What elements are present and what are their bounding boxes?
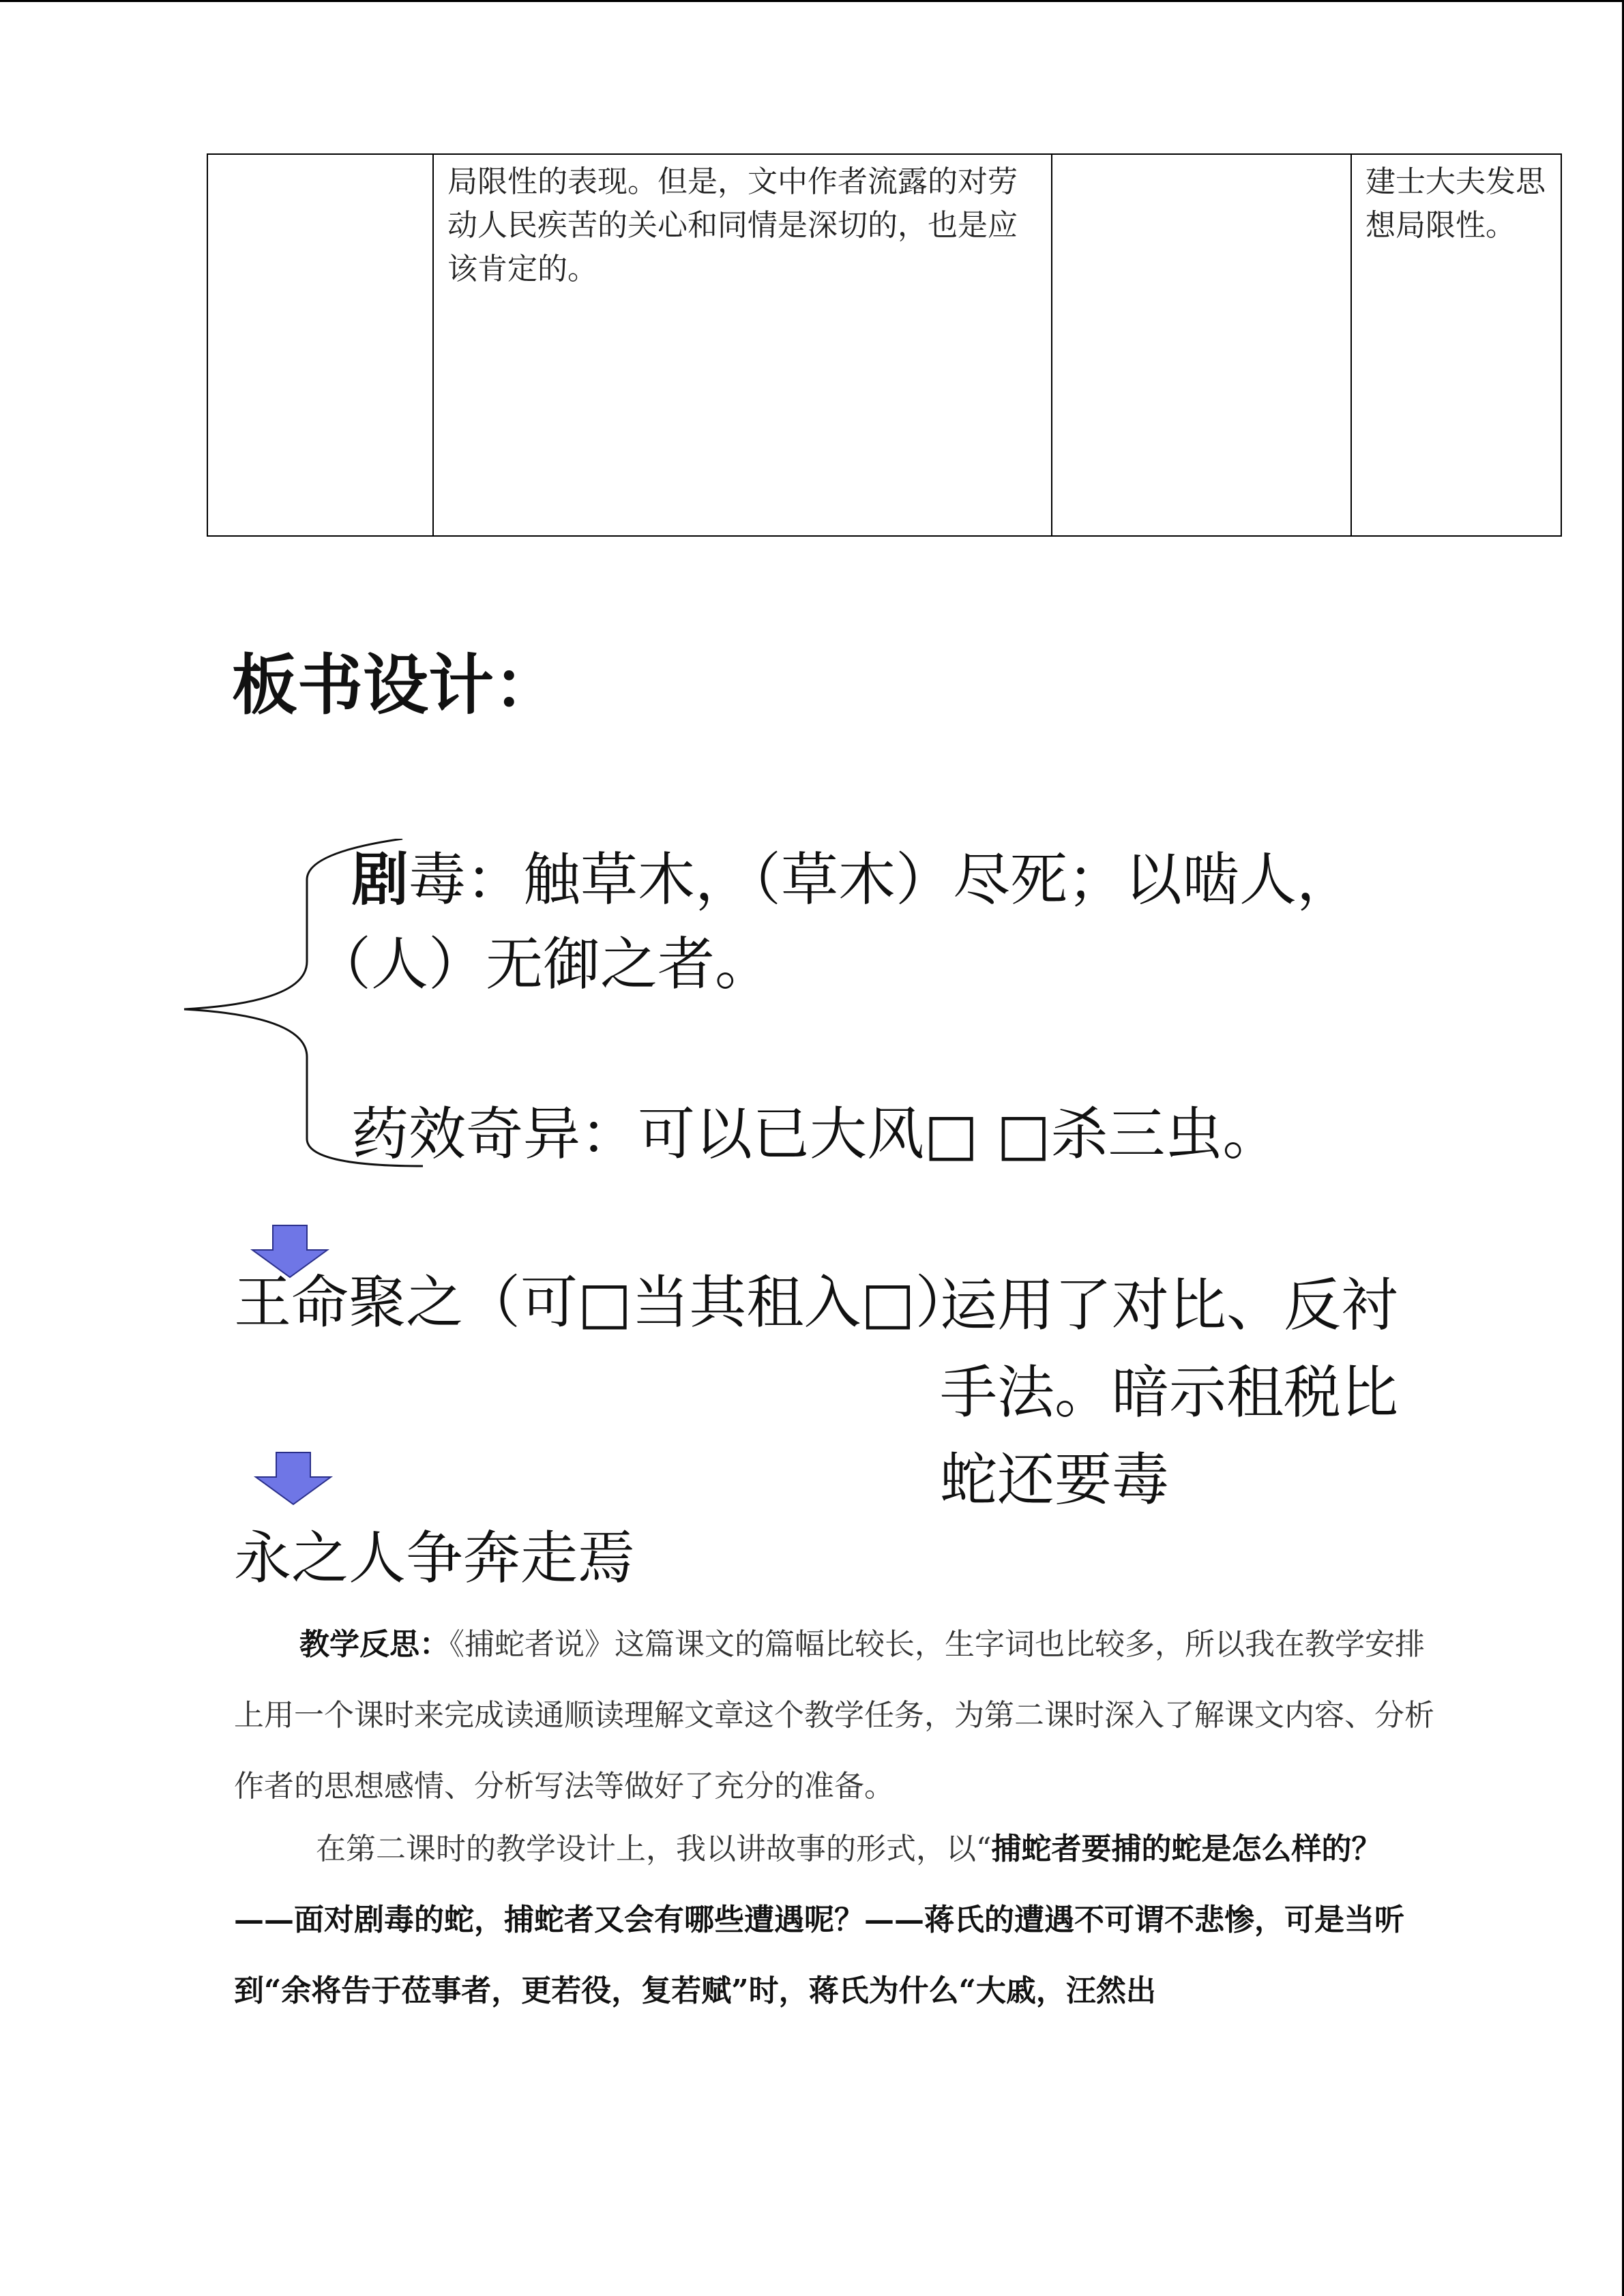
- board-line-4: 王命聚之（可□当其租入□）: [234, 1269, 973, 1336]
- board-line-2: （人）无御之者。: [314, 931, 773, 998]
- table-cell-2: 局限性的表现。但是，文中作者流露的对劳动人民疾苦的关心和同情是深切的，也是应该肯定的。: [433, 154, 1052, 536]
- lesson-table: [207, 153, 1562, 537]
- board-line-1: [351, 839, 1354, 921]
- reflection-paragraph-2: [234, 1814, 1434, 2027]
- board-design-heading: 板书设计：: [232, 646, 559, 724]
- board-line-1-bold: 剧: [351, 846, 409, 913]
- table-cell-3: [1052, 154, 1351, 536]
- page-top-border: [0, 0, 1624, 2]
- table-cell-1: [207, 154, 433, 536]
- board-line-1-text: 毒：触草木，（草木）尽死；以啮人，: [409, 846, 1355, 913]
- reflection-label: 教学反思：: [299, 1627, 449, 1662]
- table-cell-4: 建士大夫发思想局限性。: [1351, 154, 1561, 536]
- board-side-note: 运用了对比、反衬手法。暗示租税比蛇还要毒: [940, 1272, 1399, 1513]
- table-row: [207, 154, 1561, 536]
- board-line-5: 永之人争奔走焉: [234, 1525, 636, 1592]
- arrow-down-icon: [252, 1451, 334, 1506]
- reflection-p2-bold: 捕蛇者要捕的蛇是怎么样的？——面对剧毒的蛇，捕蛇者又会有哪些遭遇呢？——蒋氏的遭遇不可谓不悲惨，可是当听到“余将告于莅事者，更若役，复若赋”时，蒋氏为什么“大戚，汪然出: [234, 1832, 1404, 2008]
- board-line-3: 药效奇异：可以已大风□ □杀三虫。: [351, 1101, 1280, 1167]
- reflection-paragraph-1: [234, 1609, 1434, 1822]
- reflection-p1-text: 《捕蛇者说》这篇课文的篇幅比较长，生字词也比较多，所以我在教学安排上用一个课时来完成读通顺读理解文章这个教学任务，为第二课时深入了解课文内容、分析作者的思想感情、分析写法等做好了充分的准备。: [234, 1627, 1434, 1804]
- reflection-p2-normal: 在第二课时的教学设计上，我以讲故事的形式，以“: [316, 1832, 992, 1866]
